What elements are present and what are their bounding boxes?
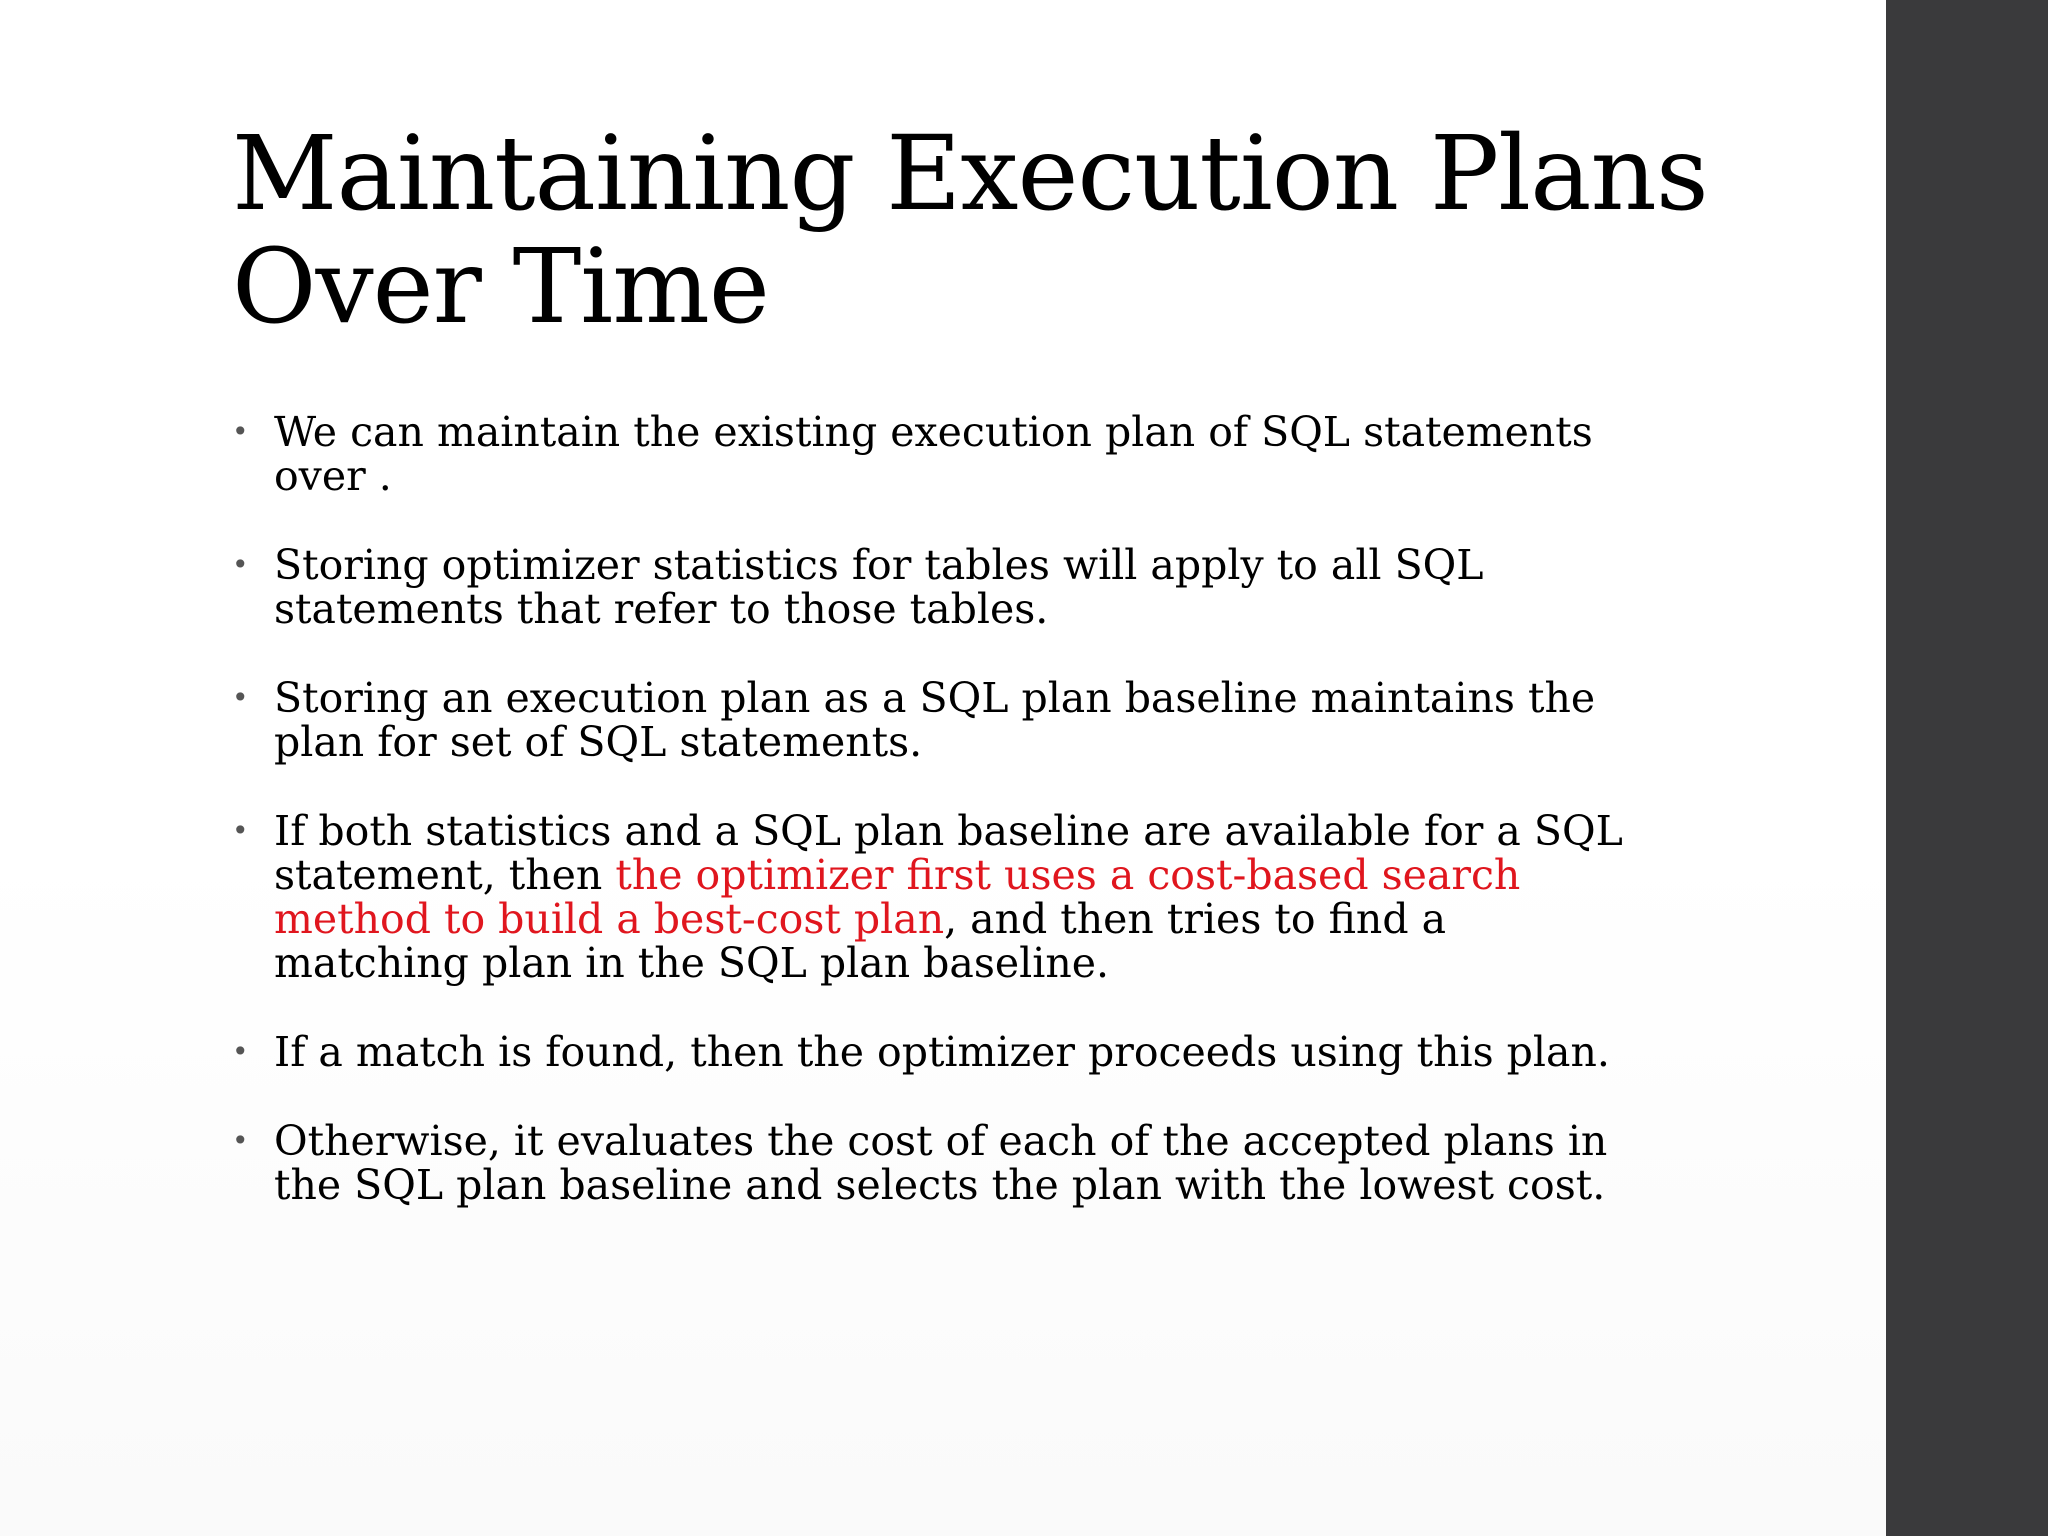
bullet-item-6: [232, 1119, 1652, 1207]
bullet-dot-icon: •: [232, 681, 249, 714]
bullet-dot-icon: •: [232, 1035, 249, 1068]
bullet-item-5: [232, 1030, 1652, 1074]
bullet-item-2: [232, 543, 1652, 631]
bullet-text: Otherwise, it evaluates the cost of each of the accepted plans in the SQL plan baseline and selects the plan with the lowest cost.: [274, 1117, 1608, 1209]
bullet-item-4: [232, 809, 1652, 985]
bullet-text-after: , and then tries to find a matching plan in the SQL plan baseline.: [274, 895, 1447, 987]
bullet-dot-icon: •: [232, 415, 249, 448]
bullet-dot-icon: •: [232, 1124, 249, 1157]
slide-title-line-1: Maintaining Execution Plans: [232, 114, 1708, 234]
bullet-dot-icon: •: [232, 548, 249, 581]
bullet-text-before: If both statistics and a SQL plan baseline are available for a SQL statement, then: [274, 807, 1623, 899]
bullet-text: Storing an execution plan as a SQL plan baseline maintains the plan for set of SQL statements.: [274, 674, 1596, 766]
sidebar-accent-bar: [1886, 0, 2048, 1536]
slide-title: [232, 114, 1852, 347]
bullet-dot-icon: •: [232, 814, 249, 847]
bullet-item-1: [232, 410, 1652, 498]
bullet-text: Storing optimizer statistics for tables will apply to all SQL statements that refer to those tables.: [274, 541, 1484, 633]
slide-title-line-2: Over Time: [232, 227, 769, 347]
bullet-text-highlight: the optimizer first uses a cost-based search method to build a best-cost plan: [274, 851, 1521, 943]
bullet-list: [232, 410, 1652, 1252]
bullet-item-3: [232, 676, 1652, 764]
bullet-text: If a match is found, then the optimizer proceeds using this plan.: [274, 1028, 1610, 1076]
bullet-text: We can maintain the existing execution plan of SQL statements over .: [274, 408, 1593, 500]
